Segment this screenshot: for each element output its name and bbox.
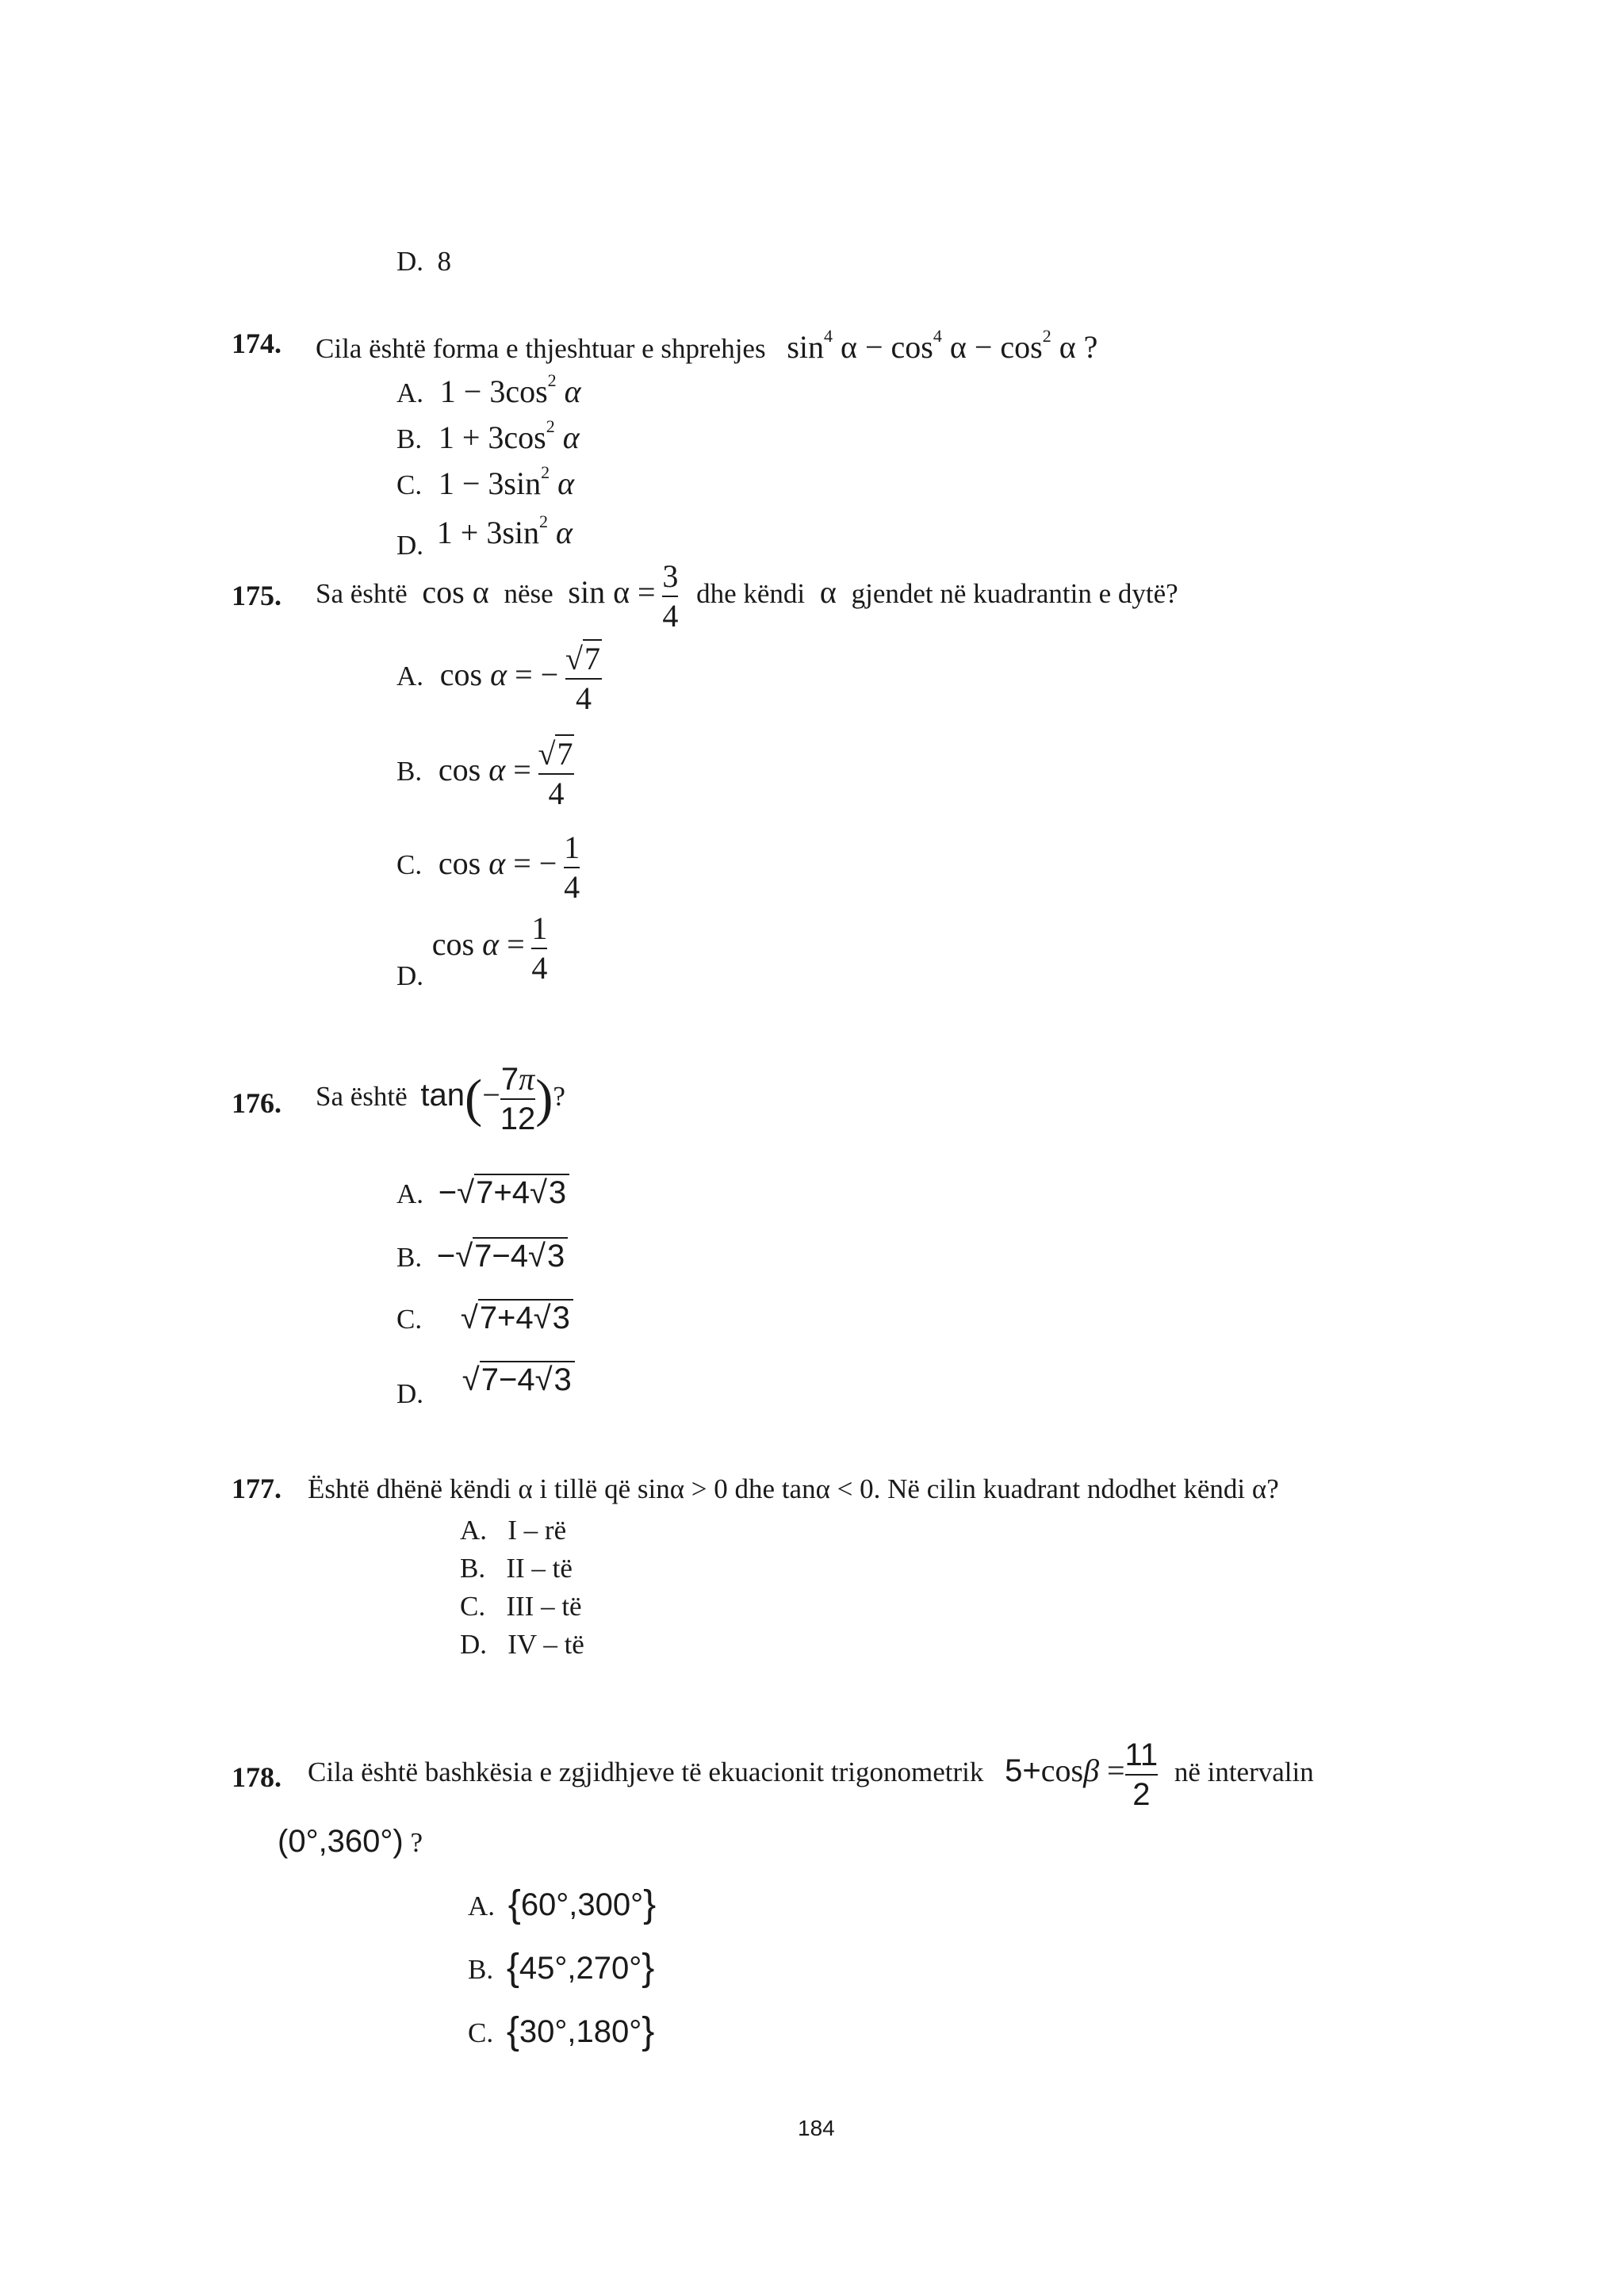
question-number: 178. (232, 1761, 282, 1793)
option-c[interactable]: C. $1 - 3\sin^2$ α (396, 462, 575, 501)
option-a[interactable]: A. cos α = − $\frac{√7}{4}$ (396, 641, 600, 716)
option-a[interactable]: A. −√7+4√3 (396, 1175, 569, 1211)
option-c[interactable]: C. √7+4√3 (396, 1301, 573, 1336)
option-a[interactable]: A. {60°,300°} (468, 1883, 657, 1925)
option-d[interactable]: D. IV – të (460, 1629, 584, 1660)
option-d[interactable]: D. $1 + 3\sin^2$ α (396, 511, 573, 561)
option-c[interactable]: C. {30°,180°} (468, 2010, 655, 2052)
question-text: Cila është forma e thjeshtuar e shprehjes $\sin^4 \alpha - \cos^4 \alpha - \cos^2 \alpha$ ? (316, 326, 1098, 365)
question-number: 174. (232, 328, 282, 359)
page-number: 184 (798, 2116, 835, 2140)
option-b[interactable]: B. II – të (460, 1553, 573, 1584)
option-b[interactable]: B. cos α = $\frac{√7}{4}$ (396, 736, 573, 811)
question-text: Cila është bashkësia e zgjidhjeve të ekuacionit trigonometrik 5+cosβ = $\frac{11}{2}$ në intervalin (308, 1737, 1314, 1812)
option-d[interactable]: D. cos α = $\frac{1}{4}$ (396, 910, 548, 992)
option-b[interactable]: B. $1 + 3\cos^2$ α (396, 416, 580, 455)
option-b[interactable]: B. −√7−4√3 (396, 1239, 568, 1274)
prev-option-d: D. 8 (396, 246, 452, 277)
option-d[interactable]: D. √7−4√3 (396, 1362, 575, 1398)
question-text: Sa është tan(− $\frac{7\pi}{12}$ )? (316, 1061, 565, 1136)
option-a[interactable]: A. I – rë (460, 1515, 567, 1546)
option-c[interactable]: C. cos α = − $\frac{1}{4}$ (396, 829, 580, 905)
interval: (0°,360°) ? (278, 1824, 423, 1859)
question-text: Është dhënë këndi α i tillë që sinα > 0 dhe tanα < 0. Në cilin kuadrant ndodhet këndi α? (308, 1473, 1279, 1504)
question-number: 177. (232, 1473, 282, 1504)
option-a[interactable]: A. $1 - 3\cos^2$ α (396, 370, 581, 409)
question-number: 175. (232, 580, 282, 611)
question-text: Sa është cos α nëse sin α = $\frac{3}{4}$ dhe këndi α gjendet në kuadrantin e dytë? (316, 558, 1178, 634)
option-c[interactable]: C. III – të (460, 1591, 582, 1622)
math-expression: $\sin^4 \alpha - \cos^4 \alpha - \cos^2 \alpha$ ? (787, 326, 1098, 365)
question-number: 176. (232, 1087, 282, 1119)
option-b[interactable]: B. {45°,270°} (468, 1947, 655, 1989)
